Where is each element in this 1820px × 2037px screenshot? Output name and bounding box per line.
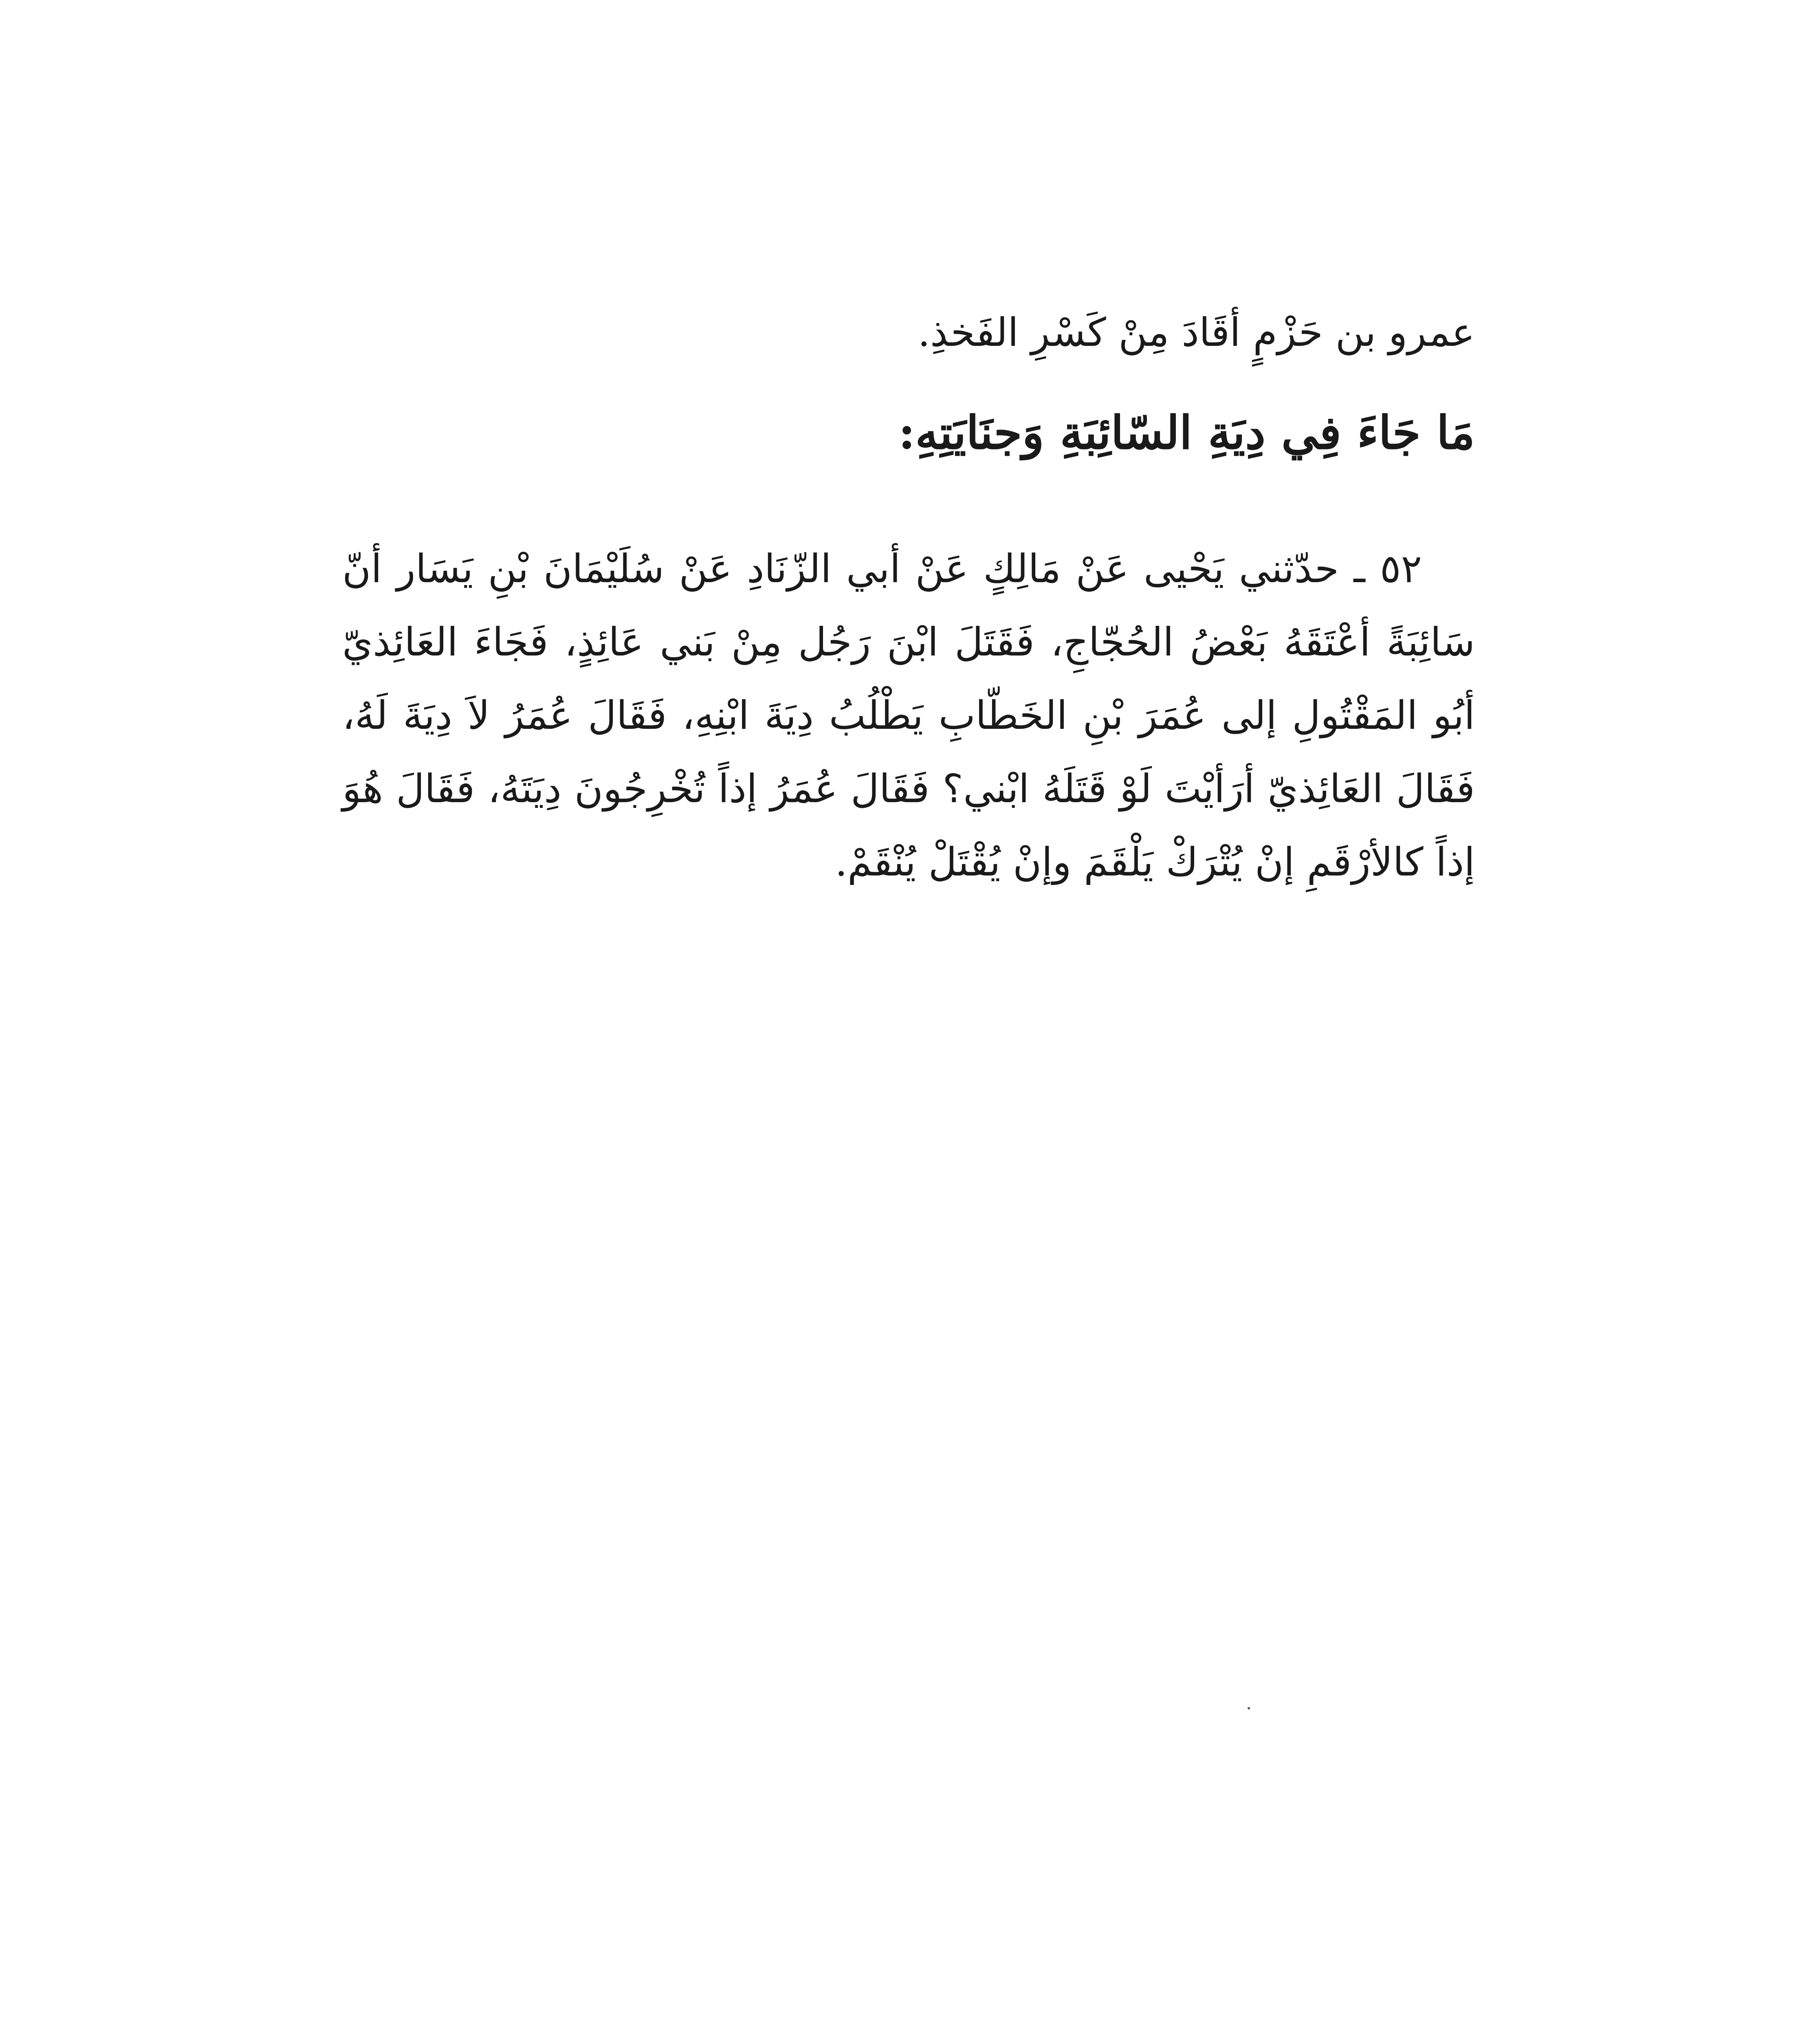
section-heading: مَا جَاءَ فِي دِيَةِ السّائِبَةِ وَجنَايَتِهِ: bbox=[898, 406, 1475, 460]
scan-speck bbox=[1248, 1707, 1250, 1709]
carried-over-text: عمرو بن حَزْمٍ أقَادَ مِنْ كَسْرِ الفَخذِ. bbox=[918, 310, 1475, 355]
hadith-paragraph: ٥٢ ـ حدّثني يَحْيى عَنْ مَالِكٍ عَنْ أبي الزّنَادِ عَنْ سُلَيْمَانَ بْنِ يَسَار أنّ سَائِبَةً أعْتَقَهُ بَعْضُ الحُجّاجِ، فَقَتَلَ ابْنَ رَجُل مِنْ بَني عَائِذٍ، فَجَاءَ العَائِذيّ أبُو المَقْتُولِ إلى عُمَرَ بْنِ الخَطّابِ يَطْلُبُ دِيَةَ ابْنِهِ، فَقَالَ عُمَرُ لاَ دِيَةَ لَهُ، فَقَالَ العَائِذيّ أرَأيْتَ لَوْ قَتَلَهُ ابْني؟ فَقَالَ عُمَرُ إذاً تُخْرِجُونَ دِيَتَهُ، فَقَالَ هُوَ إذاً كالأرْقَمِ إنْ يُتْرَكْ يَلْقَمَ وإنْ يُقْتَلْ يُنْقَمْ. bbox=[342, 546, 1475, 885]
